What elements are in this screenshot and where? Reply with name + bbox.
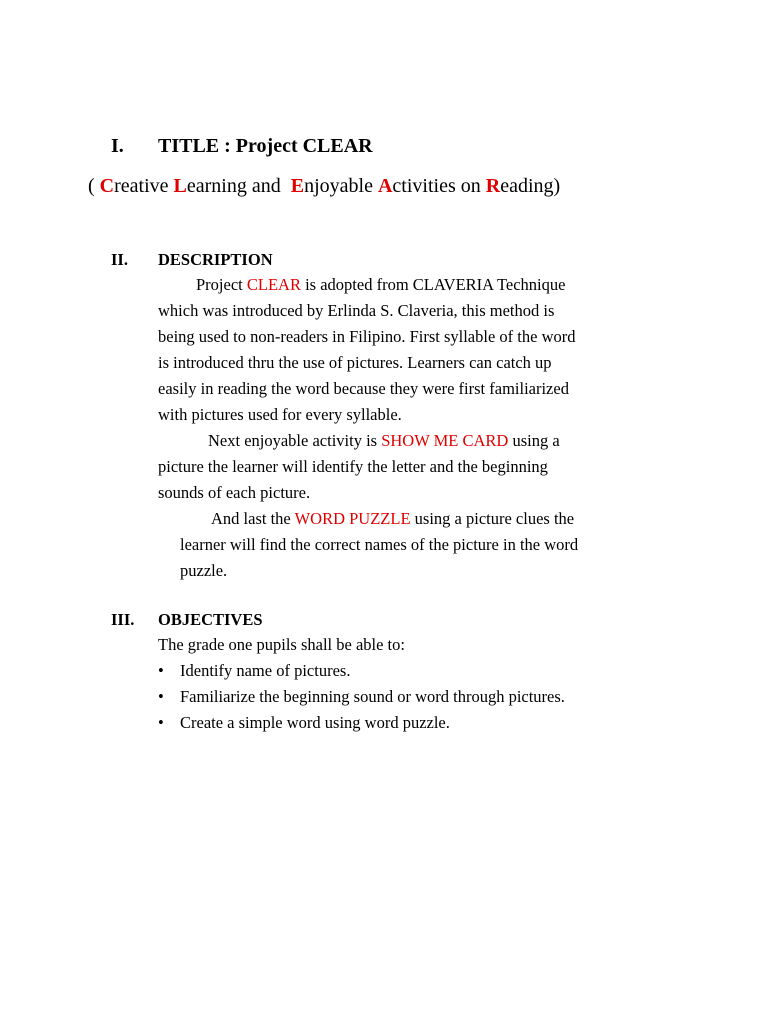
description-para-2-first-line: [208, 428, 560, 454]
para-1-highlight: CLEAR: [246, 275, 301, 294]
section-1-numeral: I.: [111, 135, 124, 157]
section-2-heading: DESCRIPTION: [158, 250, 273, 269]
para-1-post: is adopted from CLAVERIA Technique: [300, 275, 566, 294]
subtitle-open: (: [88, 175, 100, 197]
objective-item: Create a simple word using word puzzle.: [180, 713, 450, 732]
section-3-numeral: III.: [111, 610, 135, 629]
para-1-pre: Project: [196, 275, 247, 294]
description-line: sounds of each picture.: [158, 483, 311, 502]
description-line: picture the learner will identify the letter and the beginning: [158, 457, 548, 476]
section-3-heading: OBJECTIVES: [158, 610, 263, 629]
description-para-3-first-line: [211, 506, 574, 532]
description-line: being used to non-readers in Filipino. First syllable of the word: [158, 327, 576, 346]
description-line: learner will find the correct names of the picture in the word: [180, 535, 579, 554]
subtitle-word-learning: earning and: [186, 175, 291, 197]
subtitle-letter-r: R: [485, 175, 501, 197]
section-1-title: TITLE : Project CLEAR: [158, 135, 373, 157]
subtitle-letter-c: C: [99, 175, 115, 197]
subtitle-letter-a: A: [377, 175, 393, 197]
description-line: which was introduced by Erlinda S. Claveria, this method is: [158, 301, 555, 320]
description-line: puzzle.: [180, 561, 228, 580]
para-2-pre: Next enjoyable activity is: [208, 431, 382, 450]
subtitle-letter-l: L: [173, 175, 187, 197]
subtitle-word-activities: ctivities on: [392, 175, 486, 197]
bullet-icon: •: [158, 661, 164, 680]
objective-item: Identify name of pictures.: [180, 661, 351, 680]
subtitle-letter-e: E: [290, 175, 305, 197]
section-1-subtitle: [88, 175, 560, 198]
para-3-pre: And last the: [211, 509, 295, 528]
subtitle-word-enjoyable: njoyable: [304, 175, 378, 197]
bullet-icon: •: [158, 713, 164, 732]
description-line: is introduced thru the use of pictures. Learners can catch up: [158, 353, 552, 372]
para-3-post: using a picture clues the: [410, 509, 575, 528]
para-3-highlight: WORD PUZZLE: [294, 509, 411, 528]
description-para-1-first-line: [196, 272, 565, 298]
description-line: with pictures used for every syllable.: [158, 405, 402, 424]
section-2-numeral: II.: [111, 250, 128, 269]
subtitle-word-reading: eading): [500, 175, 561, 197]
objective-item: Familiarize the beginning sound or word through pictures.: [180, 687, 565, 706]
description-line: easily in reading the word because they were first familiarized: [158, 379, 569, 398]
subtitle-word-creative: reative: [114, 175, 174, 197]
para-2-post: using a: [508, 431, 560, 450]
objectives-intro: The grade one pupils shall be able to:: [158, 635, 405, 654]
bullet-icon: •: [158, 687, 164, 706]
para-2-highlight: SHOW ME CARD: [381, 431, 509, 450]
